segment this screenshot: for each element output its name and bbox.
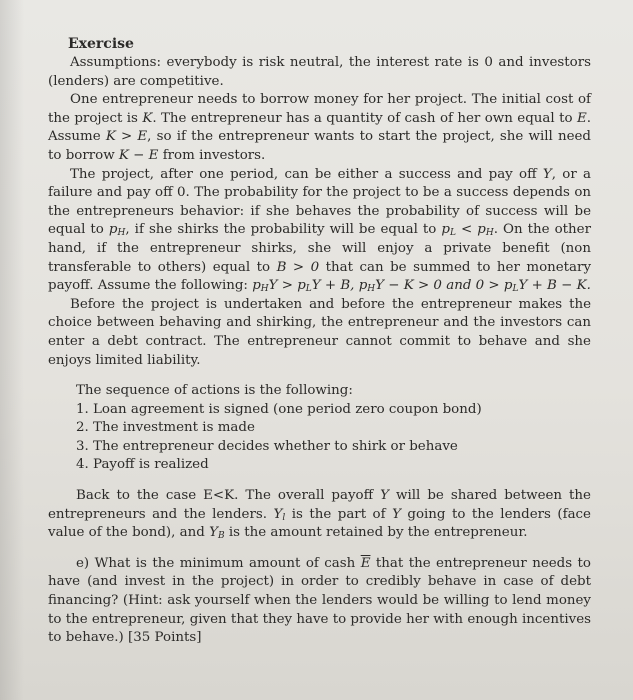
list-item: 3. The entrepreneur decides whether to shirk or behave bbox=[76, 438, 458, 454]
sequence-heading: The sequence of actions is the following: bbox=[76, 383, 353, 399]
exercise-title: Exercise bbox=[68, 36, 134, 52]
payoff-sharing-paragraph: Back to the case E<K. The overall payoff Y will be shared between the entrepreneurs and the lenders. $Y_l$ is the part of Y going to the lenders (face value of the bond), and $Y_B$ is the amount retained by the entrepreneur. bbox=[48, 488, 591, 542]
project-paragraph: The project, after one period, can be either a success and pay off Y, or a failure and pay off 0. The probability for the project to be a success depends on the entrepreneurs behavior: if she behaves the probability of success will be equal to $p_H$, if she shirks the probability will be equal to $p_L < p_H$. On the other hand, if the entrepreneur shirks, she will enjoy a private benefit (non transferable to others) equal to B > 0 that can be summed to her monetary payoff. Assume the following: $p_HY > p_LY + B$, $p_HY - K > 0$ and $0 > p_LY + B - K$. bbox=[48, 166, 592, 295]
question-paragraph: e) What is the minimum amount of cash $\overline{E}$ that the entrepreneur needs to have (and invest in the project) in order to credibly behave in case of debt financing? (Hint: ask yourself when the lenders would be willing to lend money to the entrepreneur, given that they have to provide her with enough incentives to behave.) [35 Points] bbox=[48, 555, 591, 646]
assumptions-paragraph: Assumptions: everybody is risk neutral, the interest rate is 0 and investors (lenders) are competitive. bbox=[48, 55, 591, 89]
list-item: 4. Payoff is realized bbox=[76, 457, 209, 473]
list-item: 1. Loan agreement is signed (one period zero coupon bond) bbox=[76, 401, 482, 417]
entrepreneur-paragraph: One entrepreneur needs to borrow money for her project. The initial cost of the project is K. The entrepreneur has a quantity of cash of her own equal to E. Assume K > E, so if the entrepreneur wants to start the project, she will need to borrow K − E from investors. bbox=[48, 92, 591, 163]
page-shadow bbox=[0, 0, 24, 700]
contract-paragraph: Before the project is undertaken and before the entrepreneur makes the choice between behaving and shirking, the entrepreneur and the investors can enter a debt contract. The entrepreneur cannot commit to behave and she enjoys limited liability. bbox=[48, 296, 591, 368]
sequence-list bbox=[48, 401, 591, 475]
list-item: 2. The investment is made bbox=[76, 420, 255, 436]
